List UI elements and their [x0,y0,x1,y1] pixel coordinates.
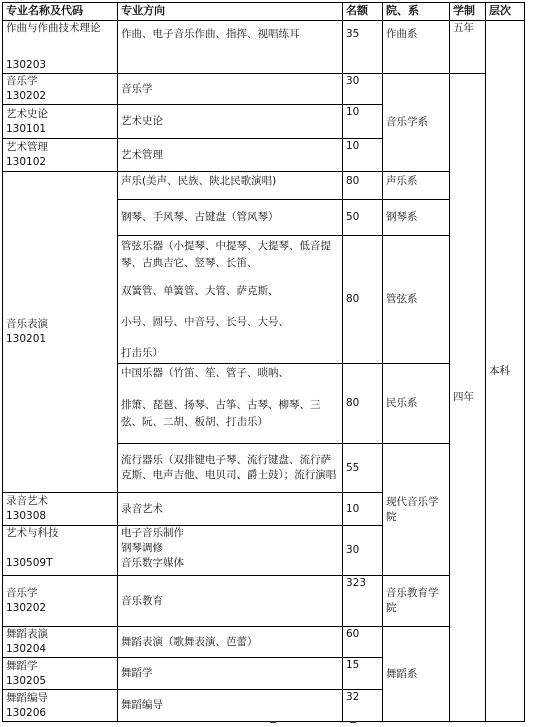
major-code: 130203 [6,59,47,71]
direction-cell: 音乐学 [118,74,343,105]
direction-cell: 管弦乐器（小提琴、中提琴、大提琴、低音提琴、古典吉它、竖琴、长笛、 双簧管、单簧管、大管、萨克斯、 小号、圆号、中音号、长号、大号、 打击乐） [118,236,343,364]
duration-cell: 四年 [450,74,486,722]
direction-cell: 中国乐器（竹笛、笙、管子、唢呐、 排箫、琵琶、扬琴、古筝、古琴、柳琴、三弦、阮、二胡、板胡、打击乐） [118,364,343,444]
dept-cell: 管弦系 [383,236,450,364]
quota-cell: 32 [343,690,383,722]
level-cell: 本科 [486,21,525,722]
quota-cell: 80 [343,236,383,364]
quota-cell: 80 [343,364,383,444]
header-quota: 名额 [343,3,383,21]
direction-cell: 舞蹈学 [118,658,343,690]
major-cell: 音乐学 130202 [3,576,118,627]
quota-cell: 55 [343,444,383,493]
major-cell: 艺术史论 130101 [3,105,118,139]
header-duration: 学制 [450,3,486,21]
major-cell: 艺术管理 130102 [3,139,118,172]
direction-cell: 音乐教育 [118,576,343,627]
header-major: 专业名称及代码 [3,3,118,21]
header-row [3,3,525,21]
direction-cell: 舞蹈表演（歌舞表演、芭蕾） [118,627,343,658]
direction-cell: 舞蹈编导 [118,690,343,722]
major-cell: 舞蹈学 130205 [3,658,118,690]
quota-cell: 30 [343,74,383,105]
quota-cell: 323 [343,576,383,627]
direction-cell: 声乐(美声、民族、陕北民歌演唱) [118,172,343,200]
quota-cell: 50 [343,200,383,236]
page-edge-marks [270,720,370,727]
header-dept: 院、系 [383,3,450,21]
major-cell [3,21,118,74]
dept-cell: 钢琴系 [383,200,450,236]
quota-cell: 10 [343,139,383,172]
quota-cell: 30 [343,526,383,576]
quota-cell: 80 [343,172,383,200]
header-direction: 专业方向 [118,3,343,21]
direction-cell: 录音艺术 [118,493,343,526]
major-cell: 艺术与科技 130509T [3,526,118,576]
major-cell: 舞蹈表演 130204 [3,627,118,658]
major-cell: 音乐学 130202 [3,74,118,105]
table-row [3,74,525,105]
table-row [3,627,525,658]
quota-cell: 60 [343,627,383,658]
major-cell: 录音艺术 130308 [3,493,118,526]
major-name: 作曲与作曲技术理论 [6,22,101,34]
dept-cell: 音乐学系 [383,74,450,172]
admissions-table [2,2,525,722]
header-level: 层次 [486,3,525,21]
quota-cell: 15 [343,658,383,690]
dept-cell: 舞蹈系 [383,627,450,722]
major-cell: 舞蹈编导 130206 [3,690,118,722]
dept-cell: 声乐系 [383,172,450,200]
dept-cell: 音乐教育学院 [383,576,450,627]
direction-cell: 钢琴、手风琴、古键盘（管风琴） [118,200,343,236]
table-row [3,172,525,200]
quota-cell: 10 [343,105,383,139]
dept-cell: 作曲系 [383,21,450,74]
dept-cell: 民乐系 [383,364,450,444]
quota-cell: 10 [343,493,383,526]
direction-cell: 电子音乐制作 钢琴调修 音乐数字媒体 [118,526,343,576]
direction-cell: 作曲、电子音乐作曲、指挥、视唱练耳 [118,21,343,74]
direction-cell: 艺术管理 [118,139,343,172]
direction-cell: 流行器乐（双排键电子琴、流行键盘、流行萨克斯、电声吉他、电贝司、爵士鼓）；流行演唱 [118,444,343,493]
table-row [3,21,525,74]
quota-cell: 35 [343,21,383,74]
duration-cell: 五年 [450,21,486,74]
table-row [3,576,525,627]
dept-cell: 现代音乐学院 [383,444,450,576]
direction-cell: 艺术史论 [118,105,343,139]
major-cell: 音乐表演 130201 [3,172,118,493]
